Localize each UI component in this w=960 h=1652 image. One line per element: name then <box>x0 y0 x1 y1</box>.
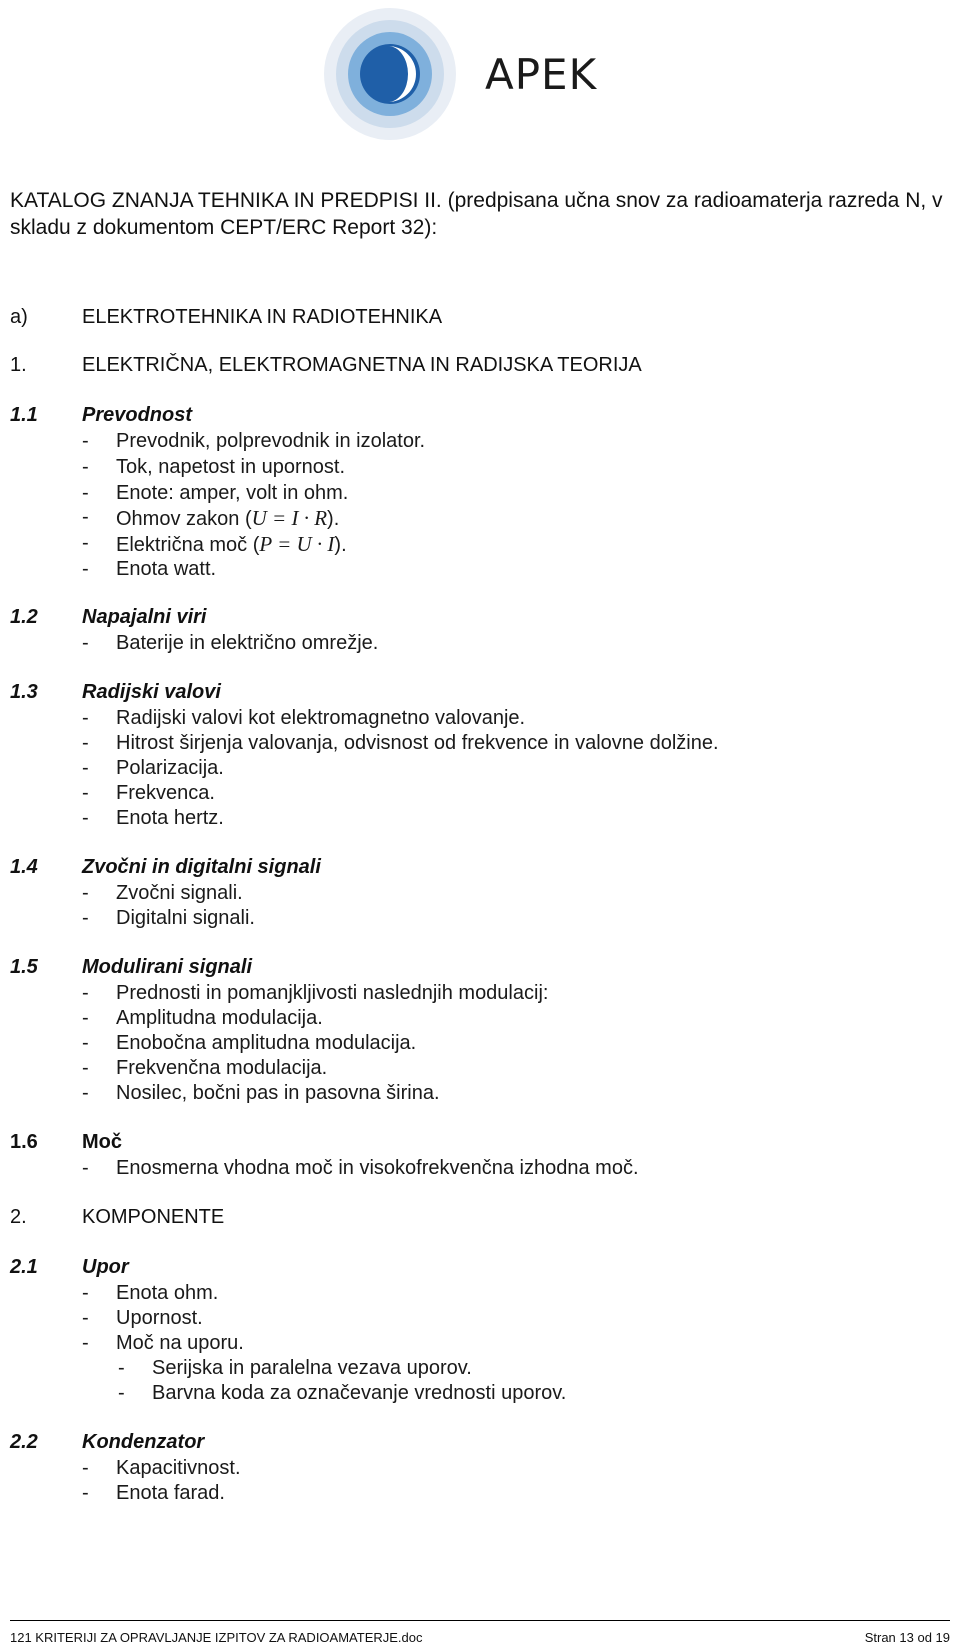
list-item: - Prevodnik, polprevodnik in izolator. <box>82 430 426 452</box>
list-item: - Radijski valovi kot elektromagnetno valovanje. <box>82 707 526 729</box>
list-item: - Enota hertz. <box>82 807 224 829</box>
list-item-ohm-law: - Ohmov zakon (U = I · R). <box>82 506 340 530</box>
list-item-power: - Električna moč (P = U · I). <box>82 532 347 556</box>
list-item: - Tok, napetost in upornost. <box>82 456 346 478</box>
list-item: - Frekvenčna modulacija. <box>82 1057 328 1079</box>
footer-page-number: Stran 13 od 19 <box>864 1630 950 1645</box>
list-item: - Kapacitivnost. <box>82 1457 241 1479</box>
list-item: - Polarizacija. <box>82 757 224 779</box>
list-item: - Zvočni signali. <box>82 882 243 904</box>
power-formula: P = U · I <box>259 532 335 556</box>
document-title: KATALOG ZNANJA TEHNIKA IN PREDPISI II. (predpisana učna snov za radioamaterja razreda N, v skladu z dokumentom CEPT/ERC Report 32): <box>10 189 943 239</box>
list-item: - Baterije in električno omrežje. <box>82 632 379 654</box>
footer-divider <box>10 1620 950 1621</box>
list-item: - Hitrost širjenja valovanja, odvisnost od frekvence in valovne dolžine. <box>82 732 719 754</box>
sub-list-item: - Serijska in paralelna vezava uporov. <box>118 1357 472 1379</box>
list-item: - Nosilec, bočni pas in pasovna širina. <box>82 1082 440 1104</box>
list-item: - Amplitudna modulacija. <box>82 1007 323 1029</box>
list-item: - Upornost. <box>82 1307 203 1329</box>
list-item: - Prednosti in pomanjkljivosti naslednjih modulacij: <box>82 982 549 1004</box>
list-item: - Enosmerna vhodna moč in visokofrekvenčna izhodna moč. <box>82 1157 639 1179</box>
apek-logo-wordmark: APEK <box>485 50 598 99</box>
list-item: - Enota watt. <box>82 558 217 580</box>
list-item: - Moč na uporu. <box>82 1332 244 1354</box>
ohm-formula: U = I · R <box>251 506 328 530</box>
list-item: - Enobočna amplitudna modulacija. <box>82 1032 417 1054</box>
list-item: - Enota farad. <box>82 1482 225 1504</box>
list-item: - Digitalni signali. <box>82 907 255 929</box>
footer-filename: 121 KRITERIJI ZA OPRAVLJANJE IZPITOV ZA RADIOAMATERJE.doc <box>10 1630 423 1645</box>
list-item: - Enota ohm. <box>82 1282 219 1304</box>
list-item: - Enote: amper, volt in ohm. <box>82 482 349 504</box>
list-item: - Frekvenca. <box>82 782 215 804</box>
sub-list-item: - Barvna koda za označevanje vrednosti uporov. <box>118 1382 567 1404</box>
